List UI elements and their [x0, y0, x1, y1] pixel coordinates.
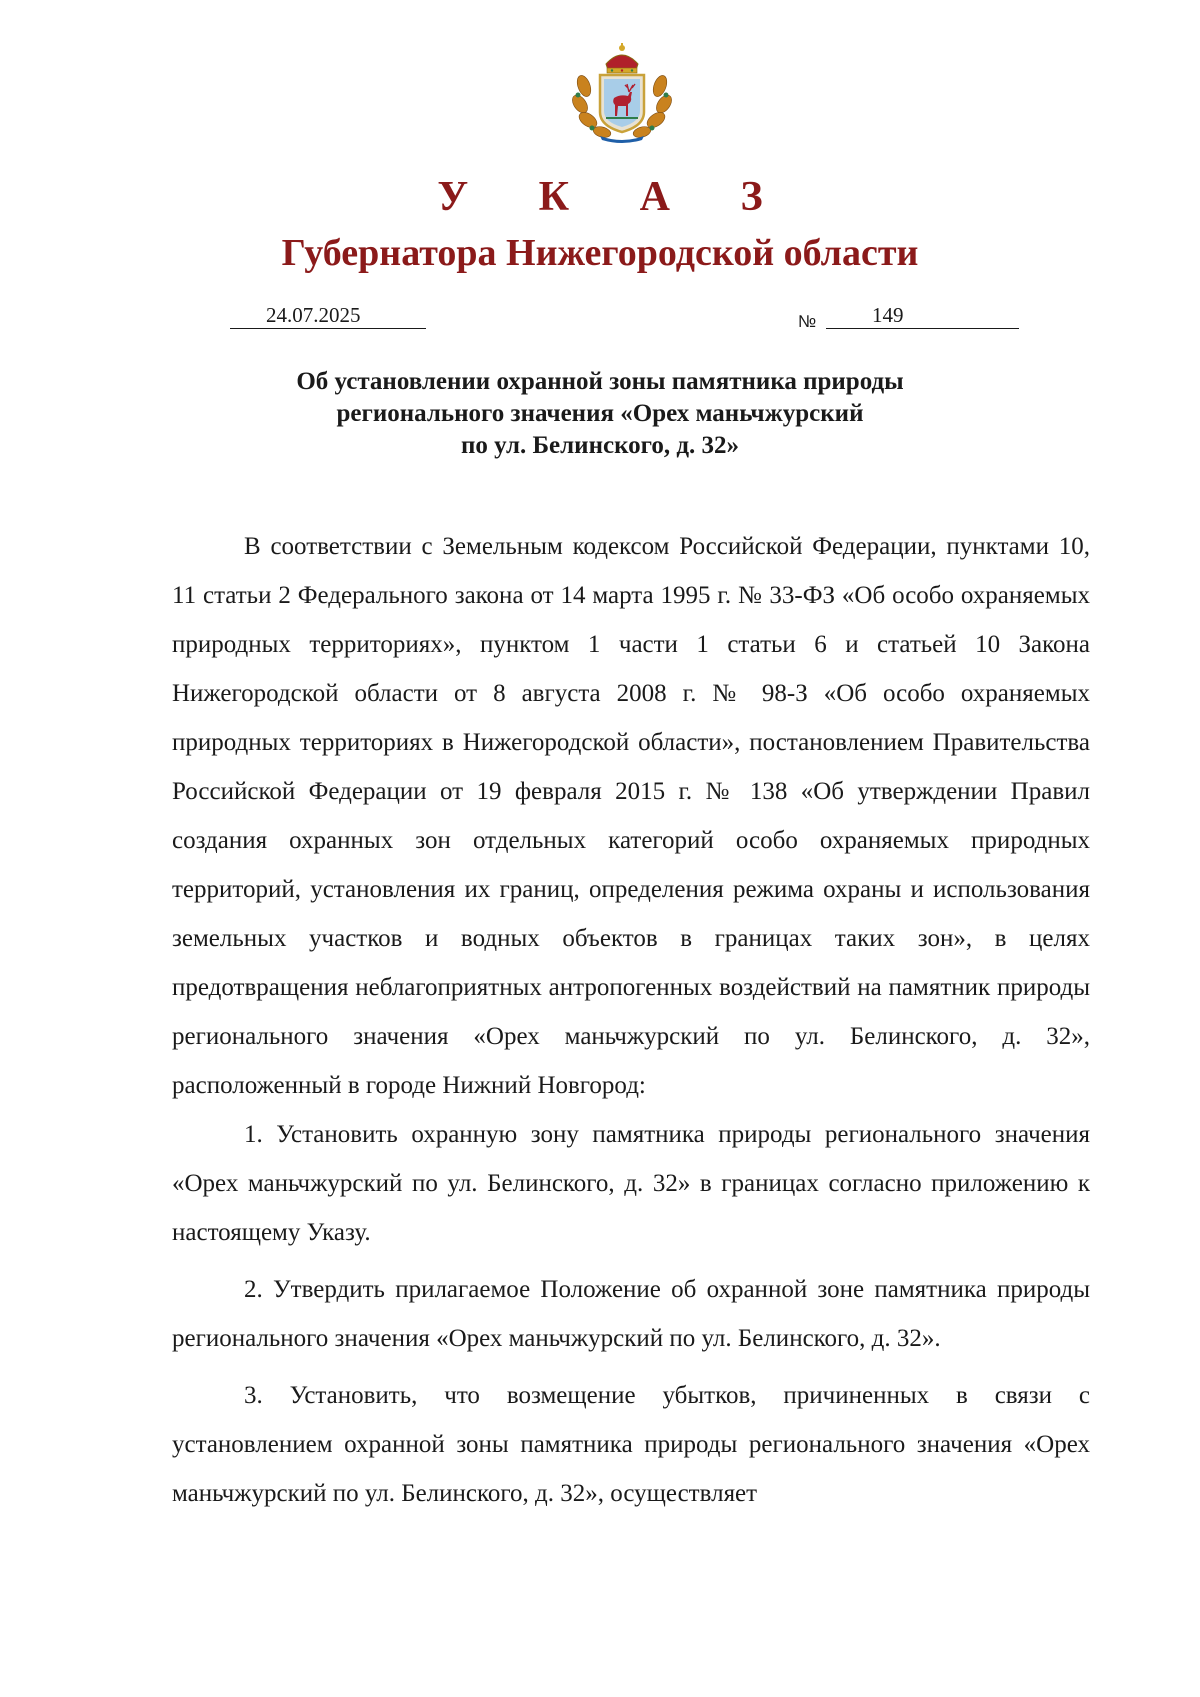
- document-title: [180, 366, 1020, 462]
- document-issuer-heading: Губернатора Нижегородской области: [281, 232, 919, 274]
- document-body: [172, 522, 1090, 1518]
- body-paragraph-item-1: 1. Установить охранную зону памятника природы регионального значения «Орех маньчжурский по ул. Белинского, д. 32» в границах согласно приложению к настоящему Указу.: [172, 1121, 1090, 1246]
- title-line: регионального значения «Орех маньчжурский: [336, 400, 864, 427]
- title-line: по ул. Белинского, д. 32»: [460, 432, 740, 459]
- body-paragraph-preamble: В соответствии с Земельным кодексом Российской Федерации, пунктами 10, 11 статьи 2 Федерального закона от 14 марта 1995 г. № 33-ФЗ «Об особо охраняемых природных территориях», пунктом 1 части 1 статьи 6 и статьей 10 Закона Нижегородской области от 8 августа 2008 г. № 98-З «Об особо охраняемых природных территориях в Нижегородской области», постановлением Правительства Российской Федерации от 19 февраля 2015 г. № 138 «Об утверждении Правил создания охранных зон отдельных категорий особо охраняемых природных территорий, установления их границ, определения режима охраны и использования земельных участков и водных объектов в границах таких зон», в целях предотвращения неблагоприятных антропогенных воздействий на памятник природы регионального значения «Орех маньчжурский по ул. Белинского, д. 32», расположенный в городе Нижний Новгород:: [172, 533, 1090, 1099]
- body-paragraph-item-3: 3. Установить, что возмещение убытков, причиненных в связи с установлением охранной зоны памятника природы регионального значения «Орех маньчжурский по ул. Белинского, д. 32», осуществляет: [172, 1382, 1090, 1507]
- title-line: Об установлении охранной зоны памятника природы: [296, 368, 904, 395]
- document-date: 24.07.2025: [230, 302, 426, 329]
- document-number: 149: [826, 302, 1019, 329]
- body-paragraph-item-2: 2. Утвердить прилагаемое Положение об охранной зоне памятника природы регионального значения «Орех маньчжурский по ул. Белинского, д. 32».: [172, 1276, 1090, 1352]
- document-type-heading: У К А З: [437, 174, 793, 220]
- coat-of-arms-icon: [570, 40, 674, 144]
- number-sign-label: №: [798, 312, 817, 331]
